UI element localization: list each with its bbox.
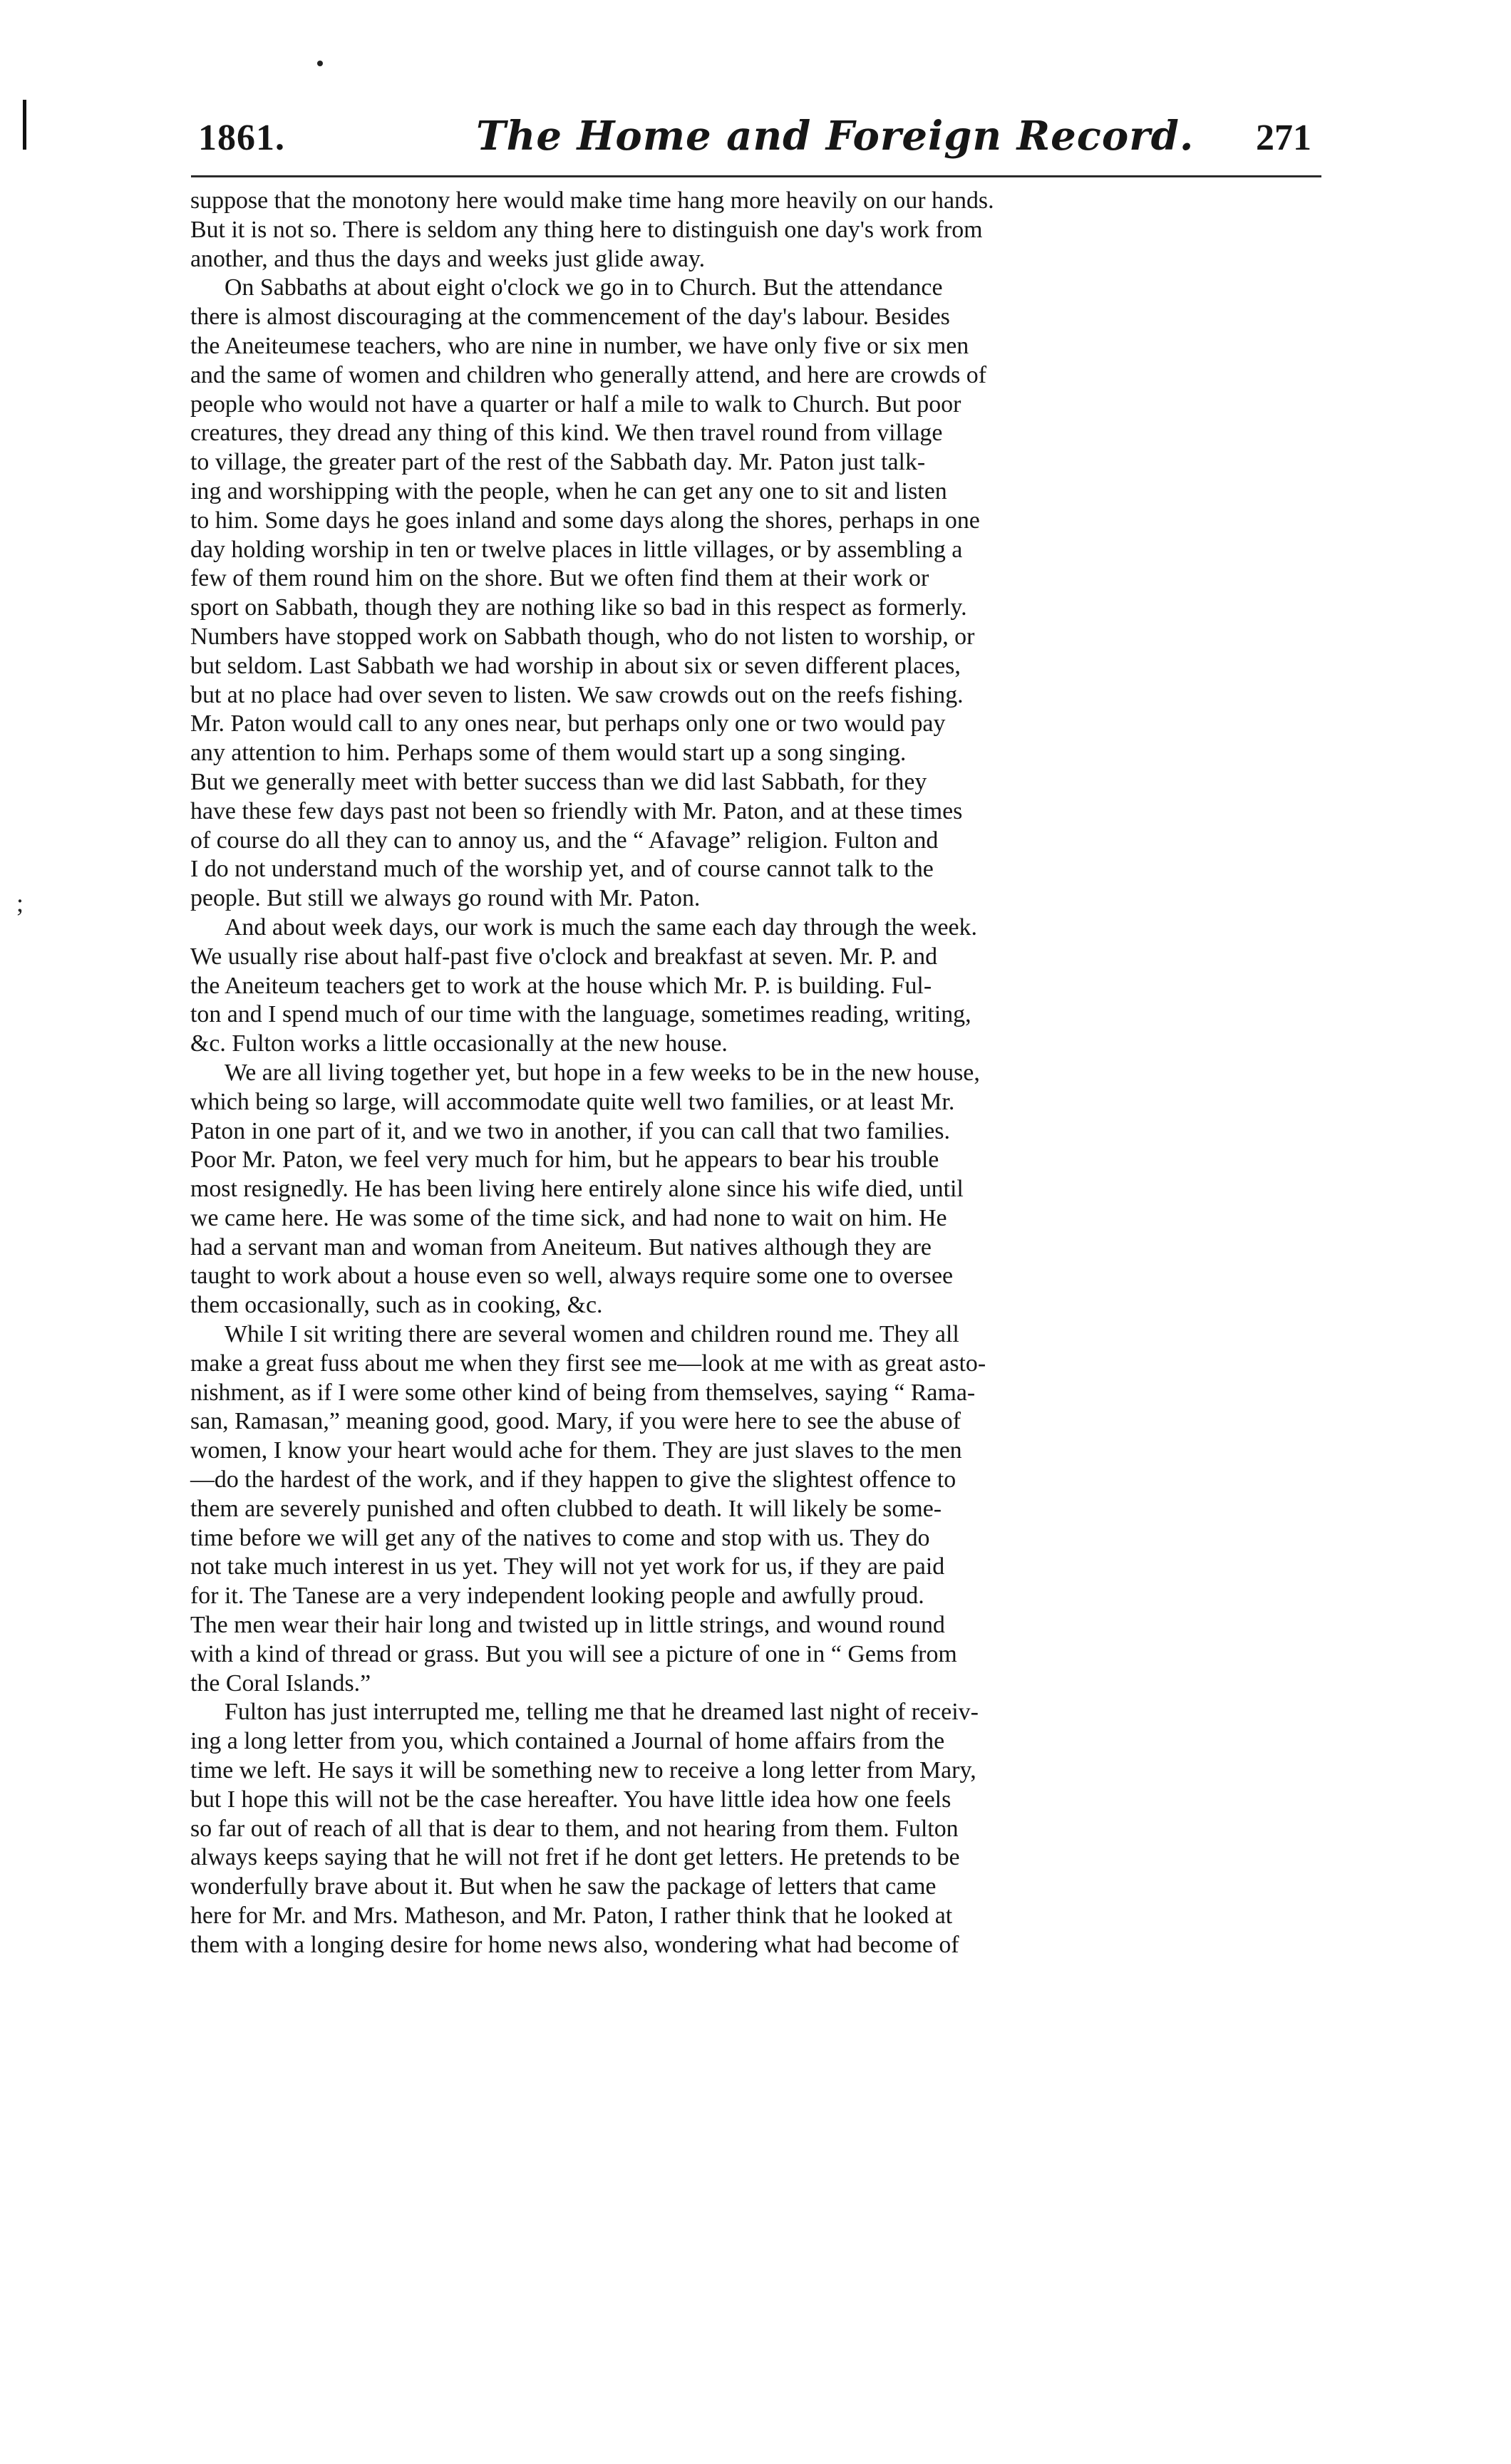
text-line: I do not understand much of the worship yet, and of course cannot talk to the	[190, 856, 934, 883]
text-line: another, and thus the days and weeks just glide away.	[190, 245, 706, 272]
text-line: had a servant man and woman from Aneiteum. But natives although they are	[190, 1233, 932, 1261]
running-header	[198, 113, 1317, 170]
text-line: ing and worshipping with the people, when he can get any one to sit and listen	[190, 477, 947, 504]
text-line: —do the hardest of the work, and if they happen to give the slightest offence to	[190, 1466, 956, 1494]
text-line: the Aneiteumese teachers, who are nine in number, we have only five or six men	[190, 332, 969, 359]
text-line: the Coral Islands.”	[190, 1670, 371, 1697]
text-line: suppose that the monotony here would make time hang more heavily on our hands.	[190, 187, 994, 214]
text-line: to him. Some days he goes inland and some days along the shores, perhaps in one	[190, 507, 980, 534]
text-line: have these few days past not been so friendly with Mr. Paton, and at these times	[190, 797, 963, 824]
header-rule	[191, 175, 1321, 177]
text-line: Paton in one part of it, and we two in another, if you can call that two families.	[190, 1117, 950, 1144]
text-line: ing a long letter from you, which contained a Journal of home affairs from the	[190, 1728, 945, 1755]
text-line: of course do all they can to annoy us, and the “ Afavage” religion. Fulton and	[190, 827, 939, 854]
text-line: to village, the greater part of the rest of the Sabbath day. Mr. Paton just talk-	[190, 449, 926, 476]
text-line: but I hope this will not be the case hereafter. You have little idea how one feels	[190, 1786, 952, 1813]
text-line: people who would not have a quarter or half a mile to walk to Church. But poor	[190, 390, 961, 418]
text-line: But we generally meet with better success than we did last Sabbath, for they	[190, 768, 927, 795]
text-line: them with a longing desire for home news also, wondering what had become of	[190, 1931, 959, 1958]
text-line: time we left. He says it will be something new to receive a long letter from Mary,	[190, 1757, 976, 1784]
text-line: always keeps saying that he will not fret if he dont get letters. He pretends to be	[190, 1844, 960, 1871]
text-line: and the same of women and children who generally attend, and here are crowds of	[190, 361, 987, 388]
text-line: most resignedly. He has been living here entirely alone since his wife died, until	[190, 1176, 964, 1203]
text-line: but at no place had over seven to listen. We saw crowds out on the reefs fishing.	[190, 681, 964, 708]
text-line: But it is not so. There is seldom any thing here to distinguish one day's work from	[190, 216, 983, 243]
text-line: Mr. Paton would call to any ones near, but perhaps only one or two would pay	[190, 710, 946, 737]
text-line: them are severely punished and often clubbed to death. It will likely be some-	[190, 1495, 942, 1522]
text-line: We usually rise about half-past five o'clock and breakfast at seven. Mr. P. and	[190, 943, 938, 970]
text-line: creatures, they dread any thing of this kind. We then travel round from village	[190, 420, 943, 447]
text-line: sport on Sabbath, though they are nothing like so bad in this respect as formerly.	[190, 594, 967, 621]
text-line: we came here. He was some of the time sick, and had none to wait on him. He	[190, 1204, 947, 1231]
text-line: &c. Fulton works a little occasionally at the new house.	[190, 1030, 728, 1057]
header-year: 1861.	[198, 118, 285, 158]
text-line: with a kind of thread or grass. But you will see a picture of one in “ Gems from	[190, 1640, 957, 1667]
text-line: women, I know your heart would ache for them. They are just slaves to the men	[190, 1437, 962, 1464]
text-line: san, Ramasan,” meaning good, good. Mary, if you were here to see the abuse of	[190, 1408, 961, 1435]
text-line: for it. The Tanese are a very independent looking people and awfully proud.	[190, 1583, 924, 1610]
text-line: them occasionally, such as in cooking, &c.	[190, 1292, 603, 1319]
text-line: people. But still we always go round with Mr. Paton.	[190, 885, 701, 912]
paragraph-start-line: And about week days, our work is much the same each day through the week.	[225, 913, 977, 941]
paragraph-start-line: On Sabbaths at about eight o'clock we go in to Church. But the attendance	[225, 274, 943, 301]
text-line: the Aneiteum teachers get to work at the house which Mr. P. is building. Ful-	[190, 972, 932, 999]
page-number: 271	[1256, 118, 1311, 158]
text-line: here for Mr. and Mrs. Matheson, and Mr. Paton, I rather think that he looked at	[190, 1903, 953, 1930]
text-line: but seldom. Last Sabbath we had worship in about six or seven different places,	[190, 652, 961, 679]
text-line: Numbers have stopped work on Sabbath though, who do not listen to worship, or	[190, 623, 975, 650]
text-line: make a great fuss about me when they first see me—look at me with as great asto-	[190, 1350, 986, 1377]
text-line: ton and I spend much of our time with the language, sometimes reading, writing,	[190, 1001, 971, 1028]
text-line: so far out of reach of all that is dear to them, and not hearing from them. Fulton	[190, 1815, 959, 1842]
text-line: which being so large, will accommodate quite well two families, or at least Mr.	[190, 1088, 955, 1115]
journal-title: The Home and Foreign Record.	[476, 113, 1195, 160]
text-line: Poor Mr. Paton, we feel very much for him, but he appears to bear his trouble	[190, 1146, 939, 1174]
text-line: not take much interest in us yet. They will not yet work for us, if they are paid	[190, 1553, 945, 1580]
text-line: there is almost discouraging at the commencement of the day's labour. Besides	[190, 304, 950, 331]
letter-text	[190, 187, 1319, 1960]
text-line: few of them round him on the shore. But we often find them at their work or	[190, 565, 929, 592]
ink-dot	[317, 61, 323, 66]
text-line: any attention to him. Perhaps some of them would start up a song singing.	[190, 740, 907, 767]
paragraph-start-line: Fulton has just interrupted me, telling me that he dreamed last night of receiv-	[225, 1699, 979, 1726]
text-line: day holding worship in ten or twelve places in little villages, or by assembling a	[190, 536, 963, 563]
margin-mark: ;	[16, 889, 24, 917]
paragraph-start-line: We are all living together yet, but hope in a few weeks to be in the new house,	[225, 1059, 980, 1086]
text-line: wonderfully brave about it. But when he saw the package of letters that came	[190, 1873, 937, 1900]
text-line: The men wear their hair long and twisted up in little strings, and wound round	[190, 1612, 945, 1639]
text-line: time before we will get any of the natives to come and stop with us. They do	[190, 1524, 930, 1551]
paragraph-start-line: While I sit writing there are several women and children round me. They all	[225, 1321, 959, 1348]
left-edge-mark	[23, 100, 26, 150]
text-line: nishment, as if I were some other kind of being from themselves, saying “ Rama-	[190, 1379, 976, 1406]
text-line: taught to work about a house even so well, always require some one to oversee	[190, 1263, 954, 1290]
